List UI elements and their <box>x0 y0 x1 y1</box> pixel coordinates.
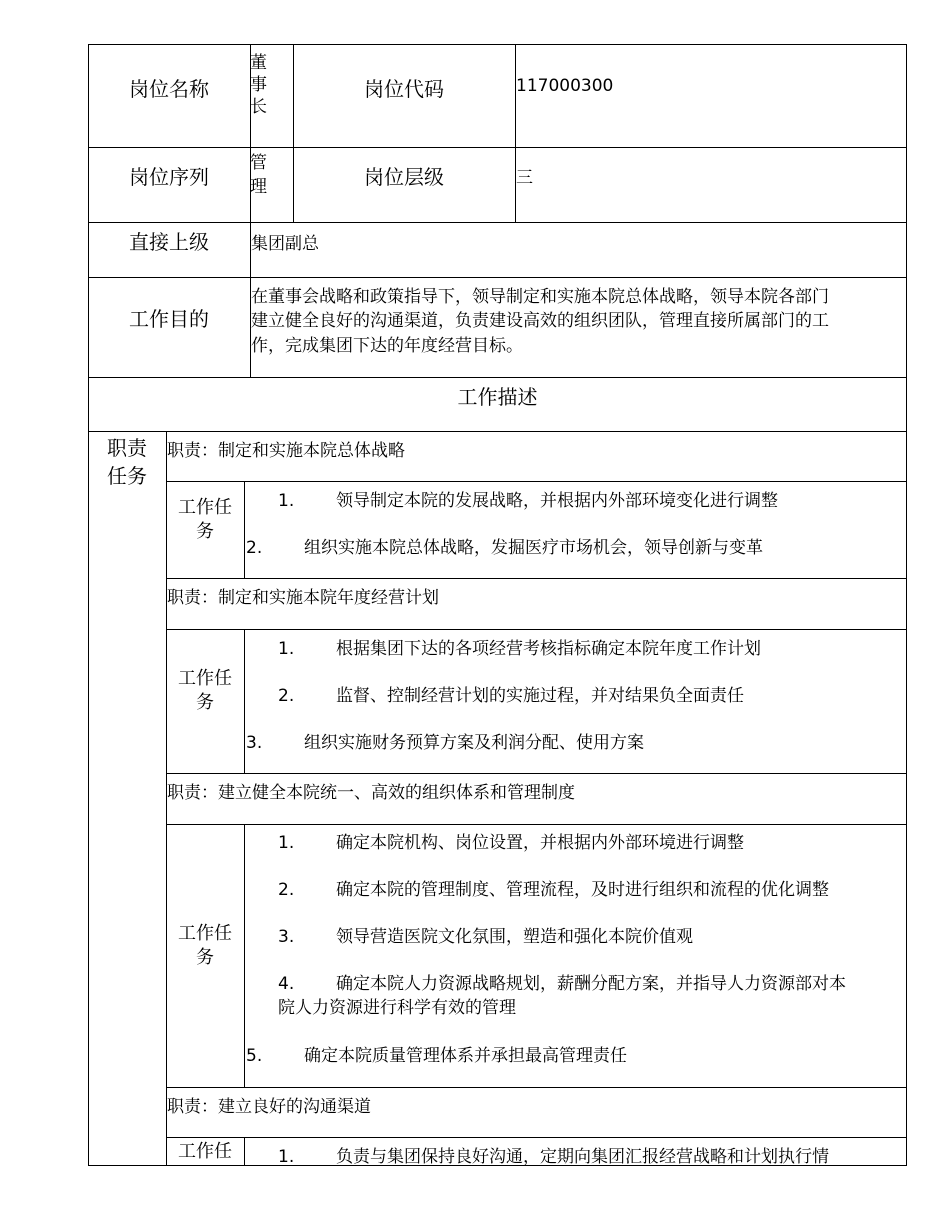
task-3-5 <box>246 1041 627 1066</box>
task-text: 确定本院机构、岗位设置，并根据内外部环境进行调整 <box>336 833 744 853</box>
task-text: 组织实施财务预算方案及利润分配、使用方案 <box>304 733 644 753</box>
table-row-divider <box>88 377 907 378</box>
position-code-value: 117000300 <box>516 76 614 96</box>
work-purpose-line-1: 在董事会战略和政策指导下，领导制定和实施本院总体战略，领导本院各部门 <box>251 287 829 307</box>
work-purpose-line-3: 作，完成集团下达的年度经营目标。 <box>251 336 523 356</box>
position-sequence-value: 管理 <box>250 153 267 197</box>
task-label-line-2: 务 <box>196 947 214 968</box>
table-border-left <box>88 44 89 1165</box>
section-divider <box>166 1137 907 1138</box>
task-number: 4. <box>278 974 295 994</box>
section-divider <box>166 578 907 579</box>
task-label <box>166 1140 244 1165</box>
table-row-divider <box>88 147 907 148</box>
task-3-4 <box>278 969 846 994</box>
task-number: 1. <box>278 833 295 853</box>
task-3-3 <box>278 922 693 947</box>
task-label-line-1: 工作任 <box>178 1141 232 1162</box>
position-sequence-label: 岗位序列 <box>129 165 209 189</box>
task-text: 确定本院质量管理体系并承担最高管理责任 <box>304 1046 627 1066</box>
work-purpose-label: 工作目的 <box>129 307 209 331</box>
work-purpose-line-2: 建立健全良好的沟通渠道，负责建设高效的组织团队，管理直接所属部门的工 <box>251 311 829 331</box>
position-name-value: 董事长 <box>250 53 267 117</box>
responsibility-1: 职责：制定和实施本院总体战略 <box>167 441 405 461</box>
responsibility-3: 职责：建立健全本院统一、高效的组织体系和管理制度 <box>167 783 575 803</box>
side-label-line-2: 任务 <box>107 464 147 488</box>
task-label-line-1: 工作任 <box>178 923 232 944</box>
task-number: 2. <box>246 538 263 558</box>
responsibility-side-label <box>88 434 166 490</box>
column-divider <box>515 44 516 222</box>
task-label-line-1: 工作任 <box>178 497 232 518</box>
task-number: 2. <box>278 880 295 900</box>
task-label <box>166 667 244 715</box>
position-level-value: 三 <box>516 168 533 188</box>
task-number: 3. <box>278 927 295 947</box>
section-divider <box>166 1087 907 1088</box>
task-3-4-continuation: 院人力资源进行科学有效的管理 <box>278 998 516 1018</box>
responsibility-4: 职责：建立良好的沟通渠道 <box>167 1097 371 1117</box>
task-number: 2. <box>278 686 295 706</box>
table-row-divider <box>88 222 907 223</box>
task-label-line-2: 务 <box>196 692 214 713</box>
position-level-label: 岗位层级 <box>364 165 444 189</box>
column-divider <box>244 824 245 1087</box>
task-text: 负责与集团保持良好沟通，定期向集团汇报经营战略和计划执行情 <box>336 1147 829 1167</box>
task-number: 1. <box>278 1147 295 1167</box>
task-2-2 <box>278 681 744 706</box>
task-3-1 <box>278 828 744 853</box>
task-4-1 <box>278 1142 829 1167</box>
task-1-2 <box>246 533 763 558</box>
task-text: 领导制定本院的发展战略，并根据内外部环境变化进行调整 <box>336 491 778 511</box>
task-text: 组织实施本院总体战略，发掘医疗市场机会，领导创新与变革 <box>304 538 763 558</box>
position-name-label: 岗位名称 <box>129 77 209 101</box>
task-number: 1. <box>278 639 295 659</box>
task-text: 根据集团下达的各项经营考核指标确定本院年度工作计划 <box>336 639 761 659</box>
direct-superior-label: 直接上级 <box>129 230 209 254</box>
task-1-1 <box>278 486 778 511</box>
section-divider <box>166 481 907 482</box>
task-number: 5. <box>246 1046 263 1066</box>
task-number: 3. <box>246 733 263 753</box>
table-border-top <box>88 44 907 45</box>
task-2-1 <box>278 634 761 659</box>
position-code-label: 岗位代码 <box>364 77 444 101</box>
task-label-line-1: 工作任 <box>178 668 232 689</box>
table-row-divider <box>88 277 907 278</box>
task-text: 领导营造医院文化氛围，塑造和强化本院价值观 <box>336 927 693 947</box>
work-description-title: 工作描述 <box>457 385 538 409</box>
section-divider <box>166 824 907 825</box>
task-label-line-2: 务 <box>196 521 214 542</box>
direct-superior-value: 集团副总 <box>251 234 319 254</box>
task-text: 监督、控制经营计划的实施过程，并对结果负全面责任 <box>336 686 744 706</box>
task-label <box>166 496 244 544</box>
column-divider <box>293 44 294 222</box>
task-text: 确定本院的管理制度、管理流程，及时进行组织和流程的优化调整 <box>336 880 829 900</box>
task-label <box>166 922 244 970</box>
side-label-line-1: 职责 <box>107 436 147 460</box>
task-text: 确定本院人力资源战略规划，薪酬分配方案，并指导人力资源部对本 <box>336 974 846 994</box>
column-divider <box>244 481 245 578</box>
responsibility-2: 职责：制定和实施本院年度经营计划 <box>167 588 439 608</box>
table-row-divider <box>88 431 907 432</box>
task-number: 1. <box>278 491 295 511</box>
section-divider <box>166 629 907 630</box>
task-2-3 <box>246 728 644 753</box>
task-3-2 <box>278 875 829 900</box>
column-divider <box>244 629 245 773</box>
table-border-right <box>906 44 907 1165</box>
column-divider <box>244 1137 245 1165</box>
section-divider <box>166 773 907 774</box>
